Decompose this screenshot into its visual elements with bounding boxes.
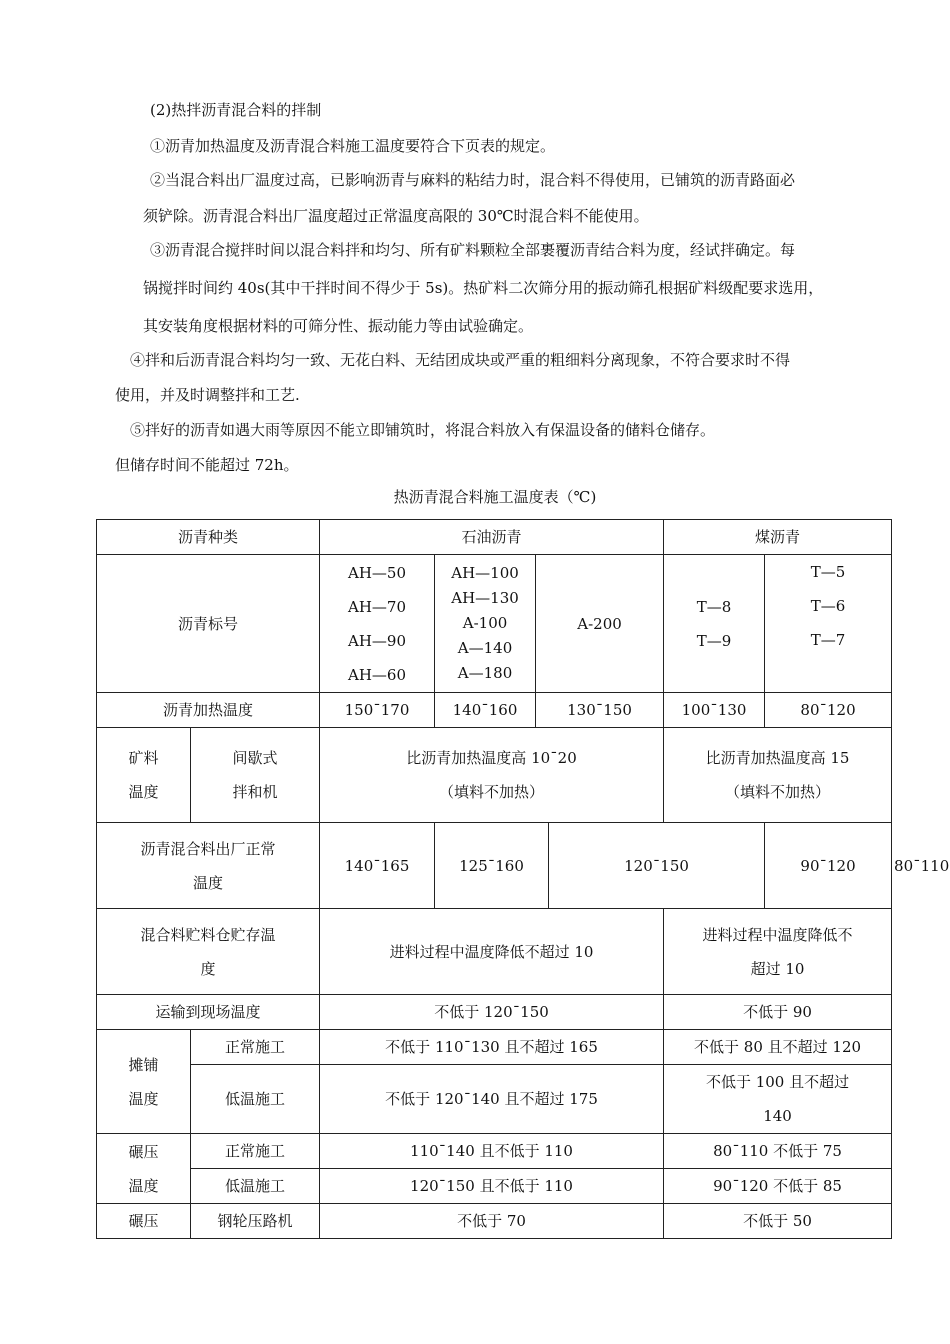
storage-coal-line: 进料过程中温度降低不 [702,925,853,944]
outlet-value: 120¯150 [549,823,765,909]
paving-normal-label: 正常施工 [191,1030,320,1065]
grade-value: T—5 [810,563,846,581]
rolling-normal-label: 正常施工 [191,1134,320,1169]
rolling-normal-petroleum: 110¯140 且不低于 110 [320,1134,664,1169]
paving-low-coal [664,1065,892,1134]
mineral-label-line: 矿料 [128,749,159,767]
rolling-label [97,1134,191,1204]
temperature-table [96,519,950,1239]
roller-label: 碾压 [97,1204,191,1239]
paragraph-line: ⑤拌好的沥青如遇大雨等原因不能立即铺筑时，将混合料放入有保温设备的储料仓储存。 [130,421,716,439]
rolling-label-line: 温度 [128,1176,159,1195]
mineral-sub-line: 拌和机 [232,783,278,801]
storage-label-line: 混合料贮料仓贮存温 [140,925,276,944]
table-row [97,1169,892,1204]
rolling-low-label: 低温施工 [191,1169,320,1204]
rolling-low-coal: 90¯120 不低于 85 [664,1169,892,1204]
paving-low-petroleum: 不低于 120¯140 且不超过 175 [320,1065,664,1134]
storage-coal [664,909,892,995]
mineral-sub-line: 间歇式 [232,749,278,767]
paving-label [97,1030,191,1134]
table-row [97,520,892,555]
table-row [97,1065,892,1134]
mineral-label [97,728,191,823]
table-row [97,1134,892,1169]
mineral-coal-line: 比沥青加热温度高 15 [705,749,850,767]
header-petroleum: 石油沥青 [320,520,664,555]
transport-petroleum: 不低于 120¯150 [320,995,664,1030]
mineral-coal-line: （填料不加热） [725,783,831,801]
mineral-petroleum-line: 比沥青加热温度高 10¯20 [406,749,577,767]
mineral-coal [664,728,892,823]
paving-label-line: 温度 [128,1089,159,1108]
grade-value: AH—130 [451,589,519,607]
roller-petroleum: 不低于 70 [320,1204,664,1239]
rolling-label-line: 碾压 [128,1142,159,1161]
table-caption: 热沥青混合料施工温度表（℃) [393,488,597,506]
mineral-sub-label [191,728,320,823]
table-row [97,909,892,995]
storage-label-line: 度 [200,959,216,978]
paragraph-line: 锅搅拌时间约 40s(其中干拌时间不得少于 5s)。热矿料二次筛分用的振动筛孔根据矿料级配要求选用， [143,279,824,297]
storage-label [97,909,320,995]
grade-group-5 [765,555,892,693]
grade-value: AH—50 [348,563,407,582]
grade-group-2 [435,555,536,693]
table-row [97,555,892,693]
heating-value: 150¯170 [320,693,435,728]
paragraph-line: ④拌和后沥青混合料均匀一致、无花白料、无结团成块或严重的粗细料分离现象，不符合要求时不得 [130,351,791,369]
grade-group-4 [664,555,765,693]
rolling-low-petroleum: 120¯150 且不低于 110 [320,1169,664,1204]
header-asphalt-type: 沥青种类 [97,520,320,555]
paving-low-coal-line: 不低于 100 且不超过 [705,1073,850,1091]
paragraph-line: ①沥青加热温度及沥青混合料施工温度要符合下页表的规定。 [150,137,556,155]
mineral-petroleum [320,728,664,823]
heating-value: 100¯130 [664,693,765,728]
paragraph-line: 须铲除。沥青混合料出厂温度超过正常温度高限的 30℃时混合料不能使用。 [143,207,649,225]
outlet-label [97,823,320,909]
outlet-value: 90¯120 [765,823,892,909]
grade-value: A—140 [457,639,513,657]
table-row: 沥青混合料出厂正常 温度 140¯165 125¯160 120¯150 90¯120 80¯110 [97,823,892,909]
header-coal: 煤沥青 [664,520,892,555]
section-heading: (2)热拌沥青混合料的拌制 [150,101,322,119]
grade-value: A-100 [462,614,508,632]
outlet-value: 140¯165 [320,823,435,909]
paragraph-line: ③沥青混合搅拌时间以混合料拌和均匀、所有矿料颗粒全部裹覆沥青结合料为度，经试拌确定。每 [150,241,796,259]
rolling-normal-coal: 80¯110 不低于 75 [664,1134,892,1169]
grade-value: AH—90 [348,631,407,650]
transport-label: 运输到现场温度 [97,995,320,1030]
grade-group-3: A-200 [536,555,664,693]
mineral-label-line: 温度 [128,783,159,801]
grade-value: T—7 [810,631,846,649]
grade-value: AH—60 [348,665,407,684]
roller-coal: 不低于 50 [664,1204,892,1239]
heating-label: 沥青加热温度 [97,693,320,728]
paving-label-line: 摊铺 [128,1055,159,1074]
table-row [97,1204,892,1239]
grade-value: T—9 [696,631,732,650]
table-row [97,1030,892,1065]
mineral-petroleum-line: （填料不加热） [439,783,545,801]
table-row [97,693,892,728]
paragraph-line: 使用，并及时调整拌和工艺. [115,386,300,404]
storage-coal-line: 超过 10 [750,959,805,978]
grade-value: AH—70 [348,597,407,616]
grade-group-1 [320,555,435,693]
paragraph-line: 但储存时间不能超过 72h。 [115,456,299,474]
outlet-label-line: 沥青混合料出厂正常 [140,839,276,858]
grade-value: A—180 [457,664,513,682]
paragraph-line: ②当混合料出厂温度过高，已影响沥青与麻料的粘结力时，混合料不得使用，已铺筑的沥青路面必 [150,171,796,189]
grade-value: T—8 [696,597,732,616]
transport-coal: 不低于 90 [664,995,892,1030]
grade-label: 沥青标号 [97,555,320,693]
paving-normal-petroleum: 不低于 110¯130 且不超过 165 [320,1030,664,1065]
heating-value: 80¯120 [765,693,892,728]
grade-value: T—6 [810,597,846,615]
storage-petroleum: 进料过程中温度降低不超过 10 [320,909,664,995]
paving-low-label: 低温施工 [191,1065,320,1134]
paving-low-coal-line: 140 [763,1107,792,1125]
grade-value: AH—100 [451,564,519,582]
table-row [97,995,892,1030]
table-row [97,728,892,823]
roller-sub-label: 钢轮压路机 [191,1204,320,1239]
heating-value: 130¯150 [536,693,664,728]
paving-normal-coal: 不低于 80 且不超过 120 [664,1030,892,1065]
paragraph-line: 其安装角度根据材料的可筛分性、振动能力等由试验确定。 [143,317,534,335]
outlet-label-line: 温度 [193,873,224,892]
outlet-value: 125¯160 [435,823,549,909]
heating-value: 140¯160 [435,693,536,728]
